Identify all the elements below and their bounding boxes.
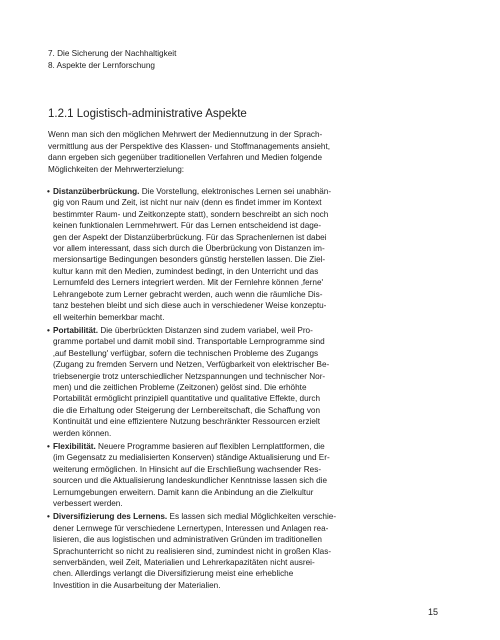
- page-number: 15: [428, 607, 439, 617]
- text-line: [53, 441, 444, 452]
- bullet-text: Die Vorstellung, elektronisches Lernen sei unabhän-: [139, 187, 332, 197]
- text-line: Wenn man sich den möglichen Mehrwert der Mediennutzung in der Sprach-: [48, 130, 323, 140]
- text-line: lisieren, die aus logistischen und administrativen Gründen im traditionellen: [53, 535, 322, 545]
- bullet-item: [48, 511, 444, 591]
- text-line: ell weiterhin bemerkbar macht.: [53, 312, 165, 322]
- bullet-text: Neuere Programme basieren auf flexiblen Lernplattformen, die: [95, 441, 325, 451]
- text-line: Portabilität ermöglicht prinzipiell quantitative und qualitative Effekte, durch: [53, 394, 321, 404]
- intro-paragraph: [48, 129, 444, 175]
- bullet-marker: •: [47, 187, 50, 197]
- bullet-marker: •: [47, 441, 50, 451]
- bullet-term: Diversifizierung des Lernens.: [53, 512, 168, 522]
- bullet-marker: •: [47, 325, 50, 335]
- text-line: sourcen und die Aktualisierung landeskundlicher Kenntnisse lassen sich die: [53, 476, 327, 486]
- text-line: Sprachunterricht so nicht zu realisieren sind, zumindest nicht in großen Klas-: [53, 546, 332, 556]
- text-line: [53, 511, 444, 522]
- text-line: ‚auf Bestellung' verfügbar, sofern die technischen Probleme des Zugangs: [53, 348, 319, 358]
- text-line: weiterung ermöglichen. In Hinsicht auf die Erschließung wachsender Res-: [53, 464, 322, 474]
- list-item: 7. Die Sicherung der Nachhaltigkeit: [48, 49, 177, 58]
- text-line: Lehrangebote zum Lerner gebracht werden, auch wenn die räumliche Dis-: [53, 289, 323, 299]
- text-line: (Zugang zu fremden Servern und Netzen, Verfügbarkeit von elektrischer Be-: [53, 360, 330, 370]
- bullet-term: Distanzüberbrückung.: [53, 187, 140, 197]
- bullet-term: Portabilität.: [53, 325, 99, 335]
- text-line: kultur kann mit den Medien, zumindest bedingt, in den Unterricht und das: [53, 266, 319, 276]
- text-line: vermittlung aus der Perspektive des Klassen- und Stoffmanagements ansieht,: [48, 141, 331, 151]
- bullet-text: Es lassen sich medial Möglichkeiten verschie-: [167, 512, 337, 522]
- text-line: (im Gegensatz zu medialisierten Konserven) ständige Aktualisierung und Er-: [53, 453, 330, 463]
- text-line: die die Erhaltung oder Steigerung der Lernbereitschaft, die Schaffung von: [53, 405, 321, 415]
- bullet-item: [48, 186, 444, 323]
- section-heading: 1.2.1 Logistisch-administrative Aspekte: [48, 108, 247, 121]
- text-line: Lernumfeld des Lerners integriert werden. Mit der Fernlehre können ‚ferne': [53, 278, 324, 288]
- text-line: dann ergeben sich gegenüber traditionellen Verfahren und Medien folgende: [48, 153, 323, 163]
- text-line: senverbänden, weil Zeit, Materialien und Lehrerkapazitäten nicht ausrei-: [53, 558, 315, 568]
- text-line: vor allem interessant, dass sich durch die Überbrückung von Distanzen im-: [53, 244, 325, 254]
- bullet-text: Die überbrückten Distanzen sind zudem variabel, weil Pro-: [98, 325, 313, 335]
- text-line: bestimmter Raum- und Zeitkonzepte statt), sondern beschreibt an sich noch: [53, 209, 329, 219]
- text-line: mersionsartige Bedingungen besonders günstig herstellen lassen. Die Ziel-: [53, 255, 326, 265]
- text-line: gramme portabel und damit mobil sind. Transportable Lernprogramme sind: [53, 337, 325, 347]
- text-line: dener Lernwege für verschiedene Lernertypen, Interessen und Anlagen rea-: [53, 523, 329, 533]
- text-line: tanz bestehen bleibt und sich diese auch in verschiedener Weise konzeptu-: [53, 301, 327, 311]
- text-line: gen der Aspekt der Distanzüberbrückung. Für das Sprachenlernen ist dabei: [53, 232, 327, 242]
- text-line: Investition in die Ausarbeitung der Materialien.: [53, 580, 221, 590]
- text-line: Kontinuität und eine effizientere Nutzung beschränkter Ressourcen erzielt: [53, 417, 321, 427]
- bullet-item: [48, 325, 444, 439]
- text-line: gig von Raum und Zeit, ist nicht nur naiv (denn es findet immer im Kontext: [53, 198, 322, 208]
- bullet-list: [48, 186, 444, 591]
- bullet-item: [48, 441, 444, 509]
- text-line: chen. Allerdings verlangt die Diversifizierung meist eine erhebliche: [53, 569, 294, 579]
- list-item: 8. Aspekte der Lernforschung: [48, 61, 155, 71]
- text-line: Lernumgebungen erweitern. Damit kann die Anbindung an die Zielkultur: [53, 487, 314, 497]
- bullet-term: Flexibilität.: [53, 441, 96, 451]
- text-line: men) und die zeitlichen Probleme (Zeitzonen) gelöst sind. Die erhöhte: [53, 382, 307, 392]
- bullet-marker: •: [47, 512, 50, 522]
- text-line: [53, 325, 444, 336]
- document-page: [48, 48, 444, 593]
- text-line: triebsenergie trotz unterschiedlicher Netzspannungen und technischer Nor-: [53, 371, 326, 381]
- text-line: werden können.: [53, 428, 112, 438]
- numbered-list: [48, 48, 444, 72]
- text-line: Möglichkeiten der Mehrwerterzielung:: [48, 164, 185, 174]
- text-line: verbessert werden.: [53, 499, 123, 508]
- text-line: [53, 186, 444, 197]
- text-line: keinen funktionalen Lernmehrwert. Für das Lernen entscheidend ist dage-: [53, 221, 322, 231]
